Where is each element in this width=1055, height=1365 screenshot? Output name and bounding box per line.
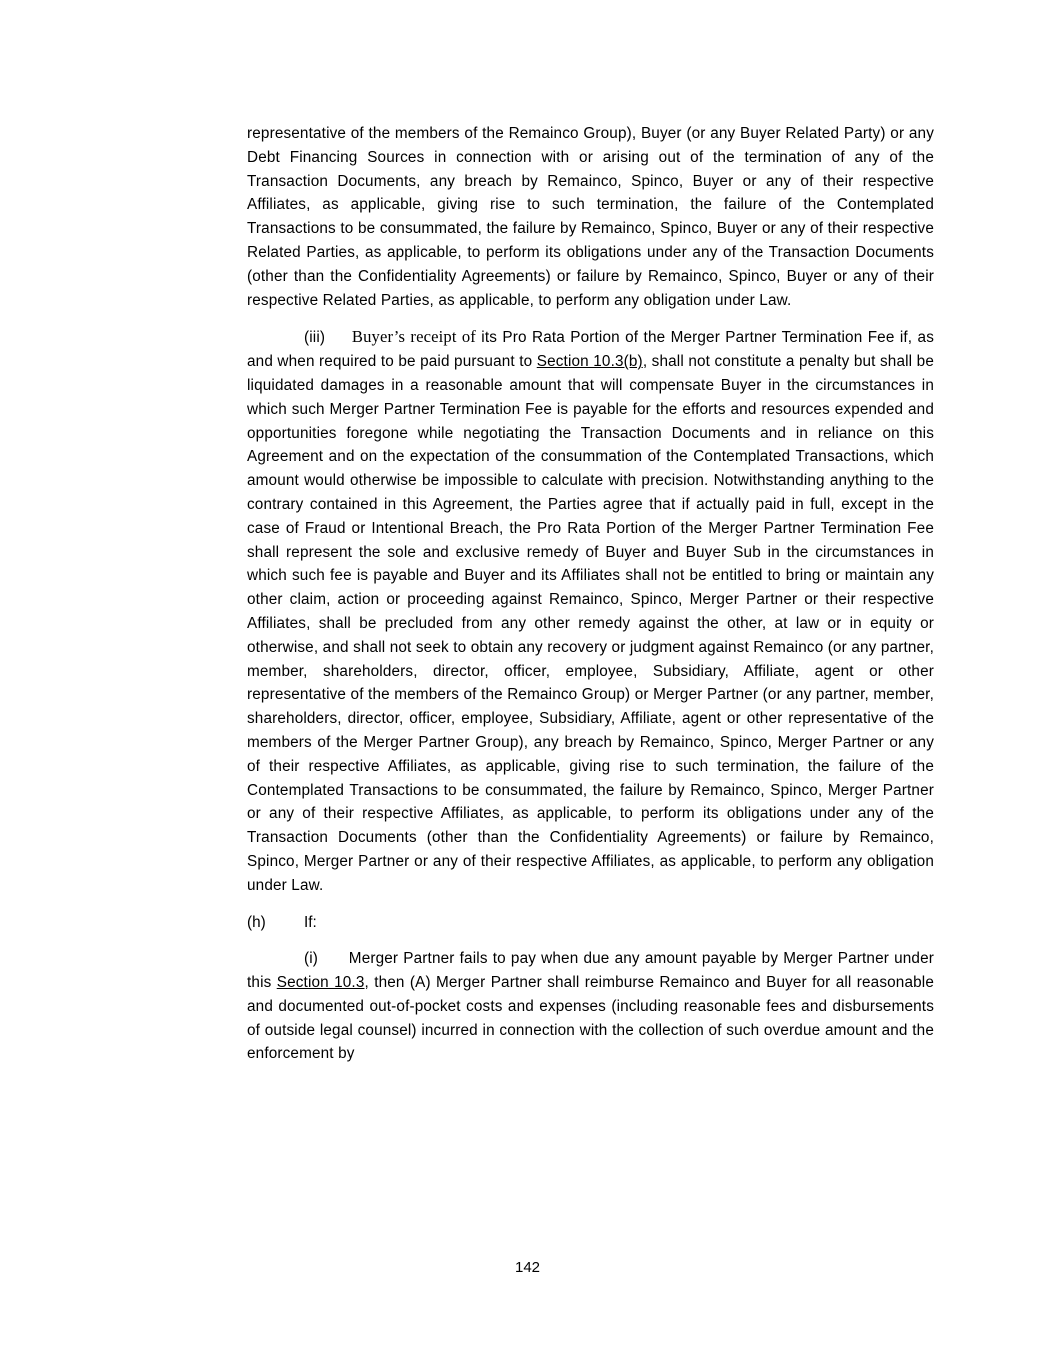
- clause-i-text-after-reference: , then (A) Merger Partner shall reimburse Remainco and Buyer for all reasonable and documented out-of-pocket costs and expenses (including reasonable fees and disbursements of outside legal counsel) incurred in connection with the collection of such overdue amount and the enforcement by: [247, 974, 934, 1063]
- paragraph-remainco-group-representative: representative of the members of the Remainco Group), Buyer (or any Buyer Related Party) or any Debt Financing Sources in connection with or arising out of the termination of any of the Transaction Documents, any breach by Remainco, Spinco, Buyer or any of their respective Affiliates, as applicable, giving rise to such termination, the failure of the Contemplated Transactions to be consummated, the failure by Remainco, Spinco, Buyer or any of their respective Related Parties, as applicable, to perform its obligations under any of the Transaction Documents (other than the Confidentiality Agreements) or failure by Remainco, Spinco, Buyer or any of their respective Related Parties, as applicable, to perform any obligation under Law.: [247, 125, 934, 309]
- clause-i-text-before-reference: Merger Partner fails to pay when due any amount payable by Merger Partner under this: [247, 950, 934, 992]
- clause-h-if: [247, 911, 934, 935]
- clause-text-after-reference: , shall not constitute a penalty but shall be liquidated damages in a reasonable amount that will compensate Buyer in the circumstances in which such Merger Partner Termination Fee is payable for the efforts and resources expended and opportunities foregone while negotiating the Transaction Documents and in reliance on this Agreement and on the expectation of the consummation of the Contemplated Transactions, which amount would otherwise be impossible to calculate with precision. Notwithstanding anything to the contrary contained in this Agreement, the Parties agree that if actually paid in full, except in the case of Fraud or Intentional Breach, the Pro Rata Portion of the Merger Partner Termination Fee shall represent the sole and exclusive remedy of Buyer and Buyer Sub in the circumstances in which such fee is payable and Buyer and its Affiliates shall not be entitled to bring or maintain any other claim, action or proceeding against Remainco, Spinco, Merger Partner or their respective Affiliates, shall be precluded from any other remedy against the other, at law or in equity or otherwise, and shall not seek to obtain any recovery or judgment against Remainco (or any partner, member, shareholders, director, officer, employee, Subsidiary, Affiliate, agent or other representative of the members of the Remainco Group) or Merger Partner (or any partner, member, shareholders, director, officer, employee, Subsidiary, Affiliate, agent or other representative of the members of the Merger Partner Group), any breach by Remainco, Spinco, Merger Partner or any of their respective Affiliates, as applicable, giving rise to such termination, the failure of the Contemplated Transactions to be consummated, the failure by Remainco, Spinco, Merger Partner or any of their respective Affiliates, as applicable, to perform its obligations under any of the Transaction Documents (other than the Confidentiality Agreements) or failure by Remainco, Spinco, Merger Partner or any of their respective Affiliates, as applicable, to perform any obligation under Law.: [247, 353, 934, 894]
- section-reference-10-3[interactable]: Section 10.3: [276, 974, 365, 992]
- clause-marker-iii: (iii): [304, 329, 326, 347]
- clause-spacer: [325, 329, 352, 346]
- clause-spacer-2: [318, 950, 349, 967]
- clause-marker-h: (h): [247, 913, 266, 931]
- clause-i-merger-partner-fails-to-pay: [247, 947, 934, 1066]
- clause-lead-text: Buyer’s receipt of: [351, 327, 476, 347]
- clause-marker-i: (i): [304, 950, 319, 968]
- document-body: [247, 122, 934, 1066]
- clause-text-before-reference: its Pro Rata Portion of the Merger Partner Termination Fee if, as and when required to be paid pursuant to: [247, 329, 935, 371]
- section-reference-10-3-b[interactable]: Section 10.3(b): [536, 353, 643, 371]
- clause-h-text: If:: [304, 913, 317, 931]
- clause-iii-merger-partner-termination-fee: [247, 325, 934, 897]
- page-number: 142: [514, 1259, 541, 1276]
